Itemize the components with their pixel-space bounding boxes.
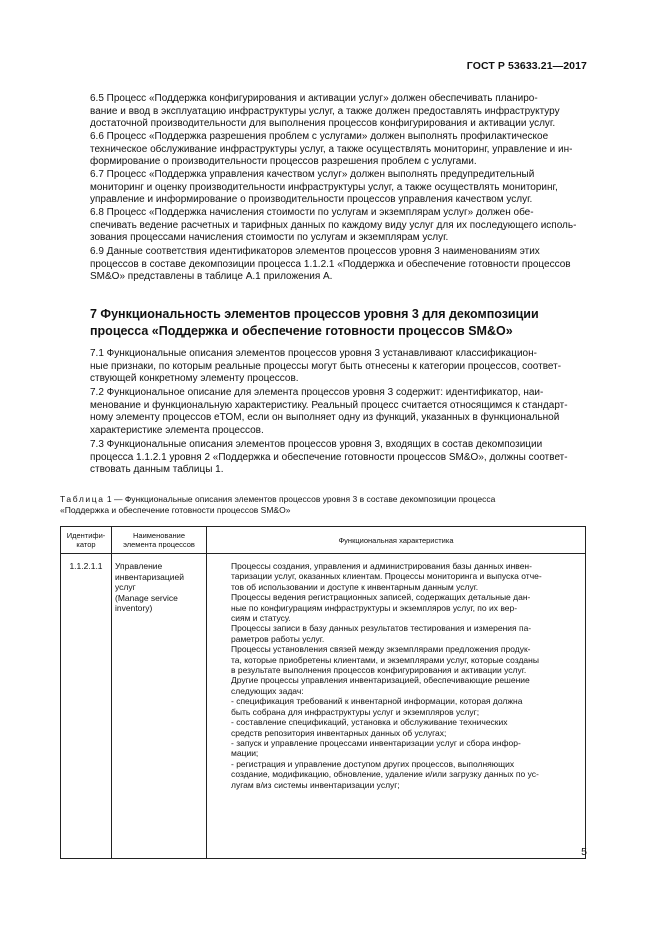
paragraph-6-5: 6.5 Процесс «Поддержка конфигурирования и активации услуг» должен обеспечивать планиро- вание и ввод в эксплуатацию инфраструктуры услуг, а также должен предоставлять инфраструктуру достаточной производительности для выполнения процессов конфигурирования и активации услуг. — [90, 93, 560, 129]
paragraph-6-7: 6.7 Процесс «Поддержка управления качеством услуг» должен выполнять предупредительный мониторинг и оценку производительности инфраструктуры услуг, а также осуществлять мониторинг, управление и информирование о производительности процессов управления качеством услуг. — [90, 169, 558, 205]
func-paragraph: Процессы создания, управления и администрирования базы данных инвен- таризации услуг, оказанных клиентам. Процессы мониторинга и выпуска отче- тов об использовании и доступе к инвентарным данным услуг. — [231, 561, 542, 592]
row-function — [207, 554, 586, 859]
table-caption: Таблица 1 — Функциональные описания элементов процессов уровня 3 в составе декомпозиции процесса «Поддержка и обеспечение готовности процессов SM&O» — [60, 494, 496, 515]
paragraph-6-9: 6.9 Данные соответствия идентификаторов элементов процессов уровня 3 наименованиям этих процессов в составе декомпозиции процесса 1.1.2.1 «Поддержка и обеспечение готовности процессов SM&O» представлены в таблице А.1 приложения А. — [90, 246, 571, 282]
paragraph-7-2: 7.2 Функциональное описание для элемента процессов уровня 3 содержит: идентификатор, наи- менование и функциональную характеристику. Реальный процесс считается относящимся к стандарт- ному элементу процессов eTOM, если он выполняет одну из функций, указанных в функциональной характеристике элемента процессов. — [90, 387, 568, 436]
section-7-title: 7 Функциональность элементов процессов уровня 3 для декомпозиции процесса «Поддержка и обеспечение готовности процессов SM&O» — [90, 307, 539, 338]
header-identifier: Идентифи- катор — [61, 527, 112, 554]
row-identifier: 1.1.2.1.1 — [61, 554, 112, 859]
function-table — [60, 526, 586, 859]
header-element-name: Наименование элемента процессов — [112, 527, 207, 554]
func-paragraph: Другие процессы управления инвентаризацией, обеспечивающие решение следующих задач: — [231, 675, 530, 696]
func-list-item: - спецификация требований к инвентарной информации, которая должна быть собрана для инфраструктуры услуг и экземпляров услуг; — [231, 696, 523, 717]
table-header-row — [61, 527, 586, 554]
paragraph-7-1: 7.1 Функциональные описания элементов процессов уровня 3 устанавливают классификацион- ные признаки, по которым реальные процессы могут быть отнесены к категории процессов, соответ- ствующей конкретному элементу процессов. — [90, 348, 562, 384]
func-paragraph: Процессы ведения регистрационных записей, содержащих детальные дан- ные по конфигурациям инфраструктуры и экземпляров услуг, по их вер- сиям и статусу. — [231, 592, 531, 624]
func-list-item: - запуск и управление процессами инвентаризации услуг и сбора инфор- мации; — [231, 737, 521, 759]
standard-header: ГОСТ Р 53633.21—2017 — [466, 60, 587, 72]
page-number: 5 — [581, 846, 587, 858]
func-list-item: - составление спецификаций, установка и обслуживание технических средств репозитория инвентарных данных об услугах; — [231, 717, 508, 738]
table-row — [61, 554, 586, 859]
func-paragraph: Процессы записи в базу данных результатов тестирования и измерения па- раметров работы услуг. — [231, 623, 532, 644]
header-function: Функциональная характеристика — [207, 527, 586, 554]
paragraph-6-6: 6.6 Процесс «Поддержка разрешения проблем с услугами» должен выполнять профилактическое техническое обслуживание инфраструктуры услуг, а также осуществлять мониторинг, управление и ин- формирование о производительности процессов разрешения проблем с услугами. — [90, 131, 573, 167]
paragraph-6-8: 6.8 Процесс «Поддержка начисления стоимости по услугам и экземплярам услуг» должен обе- спечивать ведение расчетных и тарифных данных по каждому виду услуг для их последующего исполь- зования процессами начисления стоимости по услугам и экземплярам услуг. — [90, 207, 577, 243]
row-element-name: Управление инвентаризацией услуг (Manage service inventory) — [112, 554, 207, 859]
func-paragraph: Процессы установления связей между экземплярами предложения продук- та, которые приобретены клиентами, и экземплярами услуг, которые созданы в результате выполнения процессов конфигурирования и активации услуг. — [231, 644, 539, 676]
func-list-item: - регистрация и управление доступом других процессов, выполняющих создание, модификацию, обновление, удаление и/или загрузку данных по ус- лугам в/из системы инвентаризации услуг; — [231, 758, 539, 790]
paragraph-7-3: 7.3 Функциональные описания элементов процессов уровня 3, входящих в состав декомпозиции процесса 1.1.2.1 уровня 2 «Поддержка и обеспечение готовности процессов SM&O», должны соответ- ствовать данным таблицы 1. — [90, 439, 568, 475]
